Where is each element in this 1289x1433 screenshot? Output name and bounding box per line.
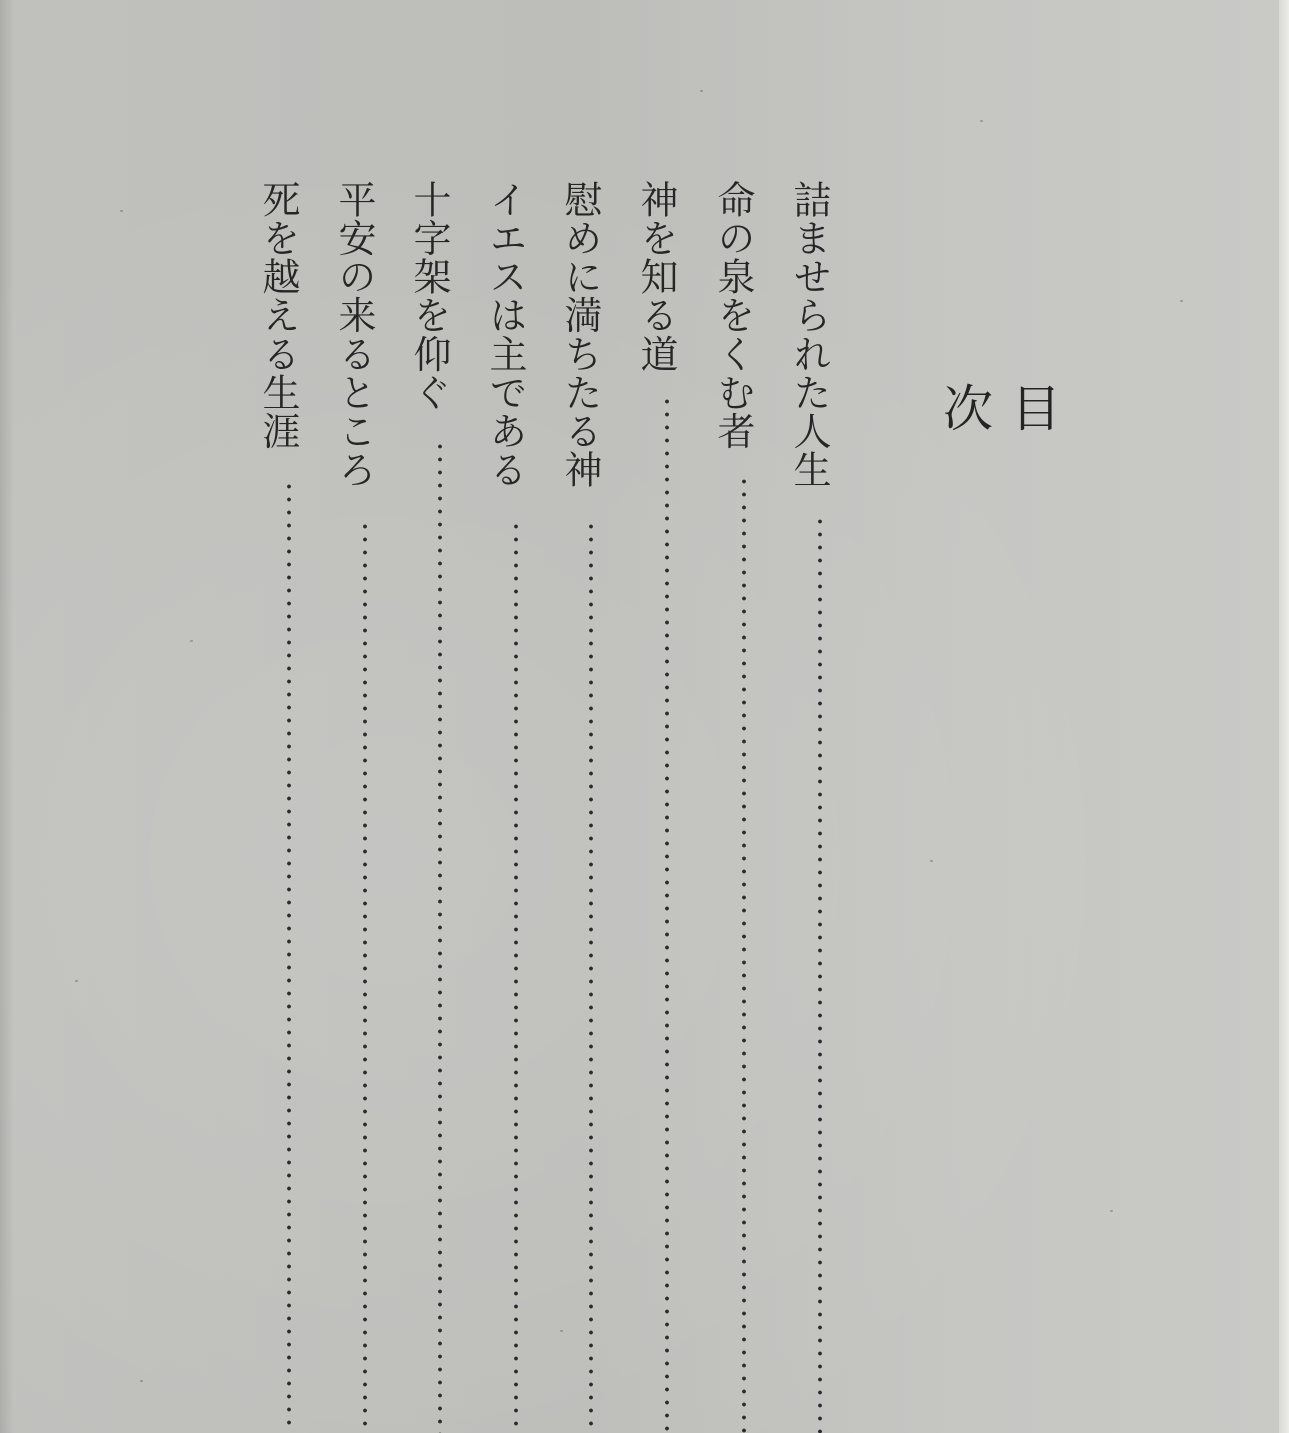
toc-heading: 目次 [935,382,1061,510]
toc-entry-title: 慰めに満ちたる神 [558,180,602,489]
paper-fleck [1110,1210,1113,1212]
paper-fleck [980,120,983,122]
paper-fleck [1180,300,1183,302]
dotted-leader [665,395,669,1433]
page-edge [1279,0,1289,1433]
dotted-leader [287,480,291,1433]
dotted-leader [438,440,442,1433]
toc-entry-3 [633,180,679,1433]
toc-entry-title: イエスは主である [483,180,527,489]
paper-fleck [120,210,123,212]
toc-entry-1 [786,180,832,1433]
dotted-leader [363,520,367,1433]
toc-entry-title: 死を越える生涯 [256,180,300,451]
dotted-leader [818,515,822,1433]
dotted-leader [742,475,746,1433]
toc-entry-7 [331,180,377,1433]
toc-entry-title: 詰ませられた人生 [787,180,831,489]
paper-fleck [75,980,78,982]
toc-entry-title: 十字架を仰ぐ [407,180,451,412]
paper-fleck [140,1380,143,1382]
toc-entry-2 [710,180,756,1433]
toc-entry-title: 神を知る道 [634,180,678,373]
paper-fleck [560,1330,563,1332]
toc-entry-5 [482,180,528,1433]
dotted-leader [514,520,518,1433]
toc-entry-title: 命の泉をくむ者 [711,180,755,451]
toc-entry-8 [255,180,301,1433]
toc-entry-title: 平安の来るところ [332,180,376,489]
paper-fleck [190,640,193,642]
paper-fleck [930,860,933,862]
toc-entry-6 [406,180,452,1433]
dotted-leader [589,520,593,1433]
toc-entry-4 [557,180,603,1433]
paper-fleck [700,90,703,92]
page-gutter-shadow [0,0,14,1433]
